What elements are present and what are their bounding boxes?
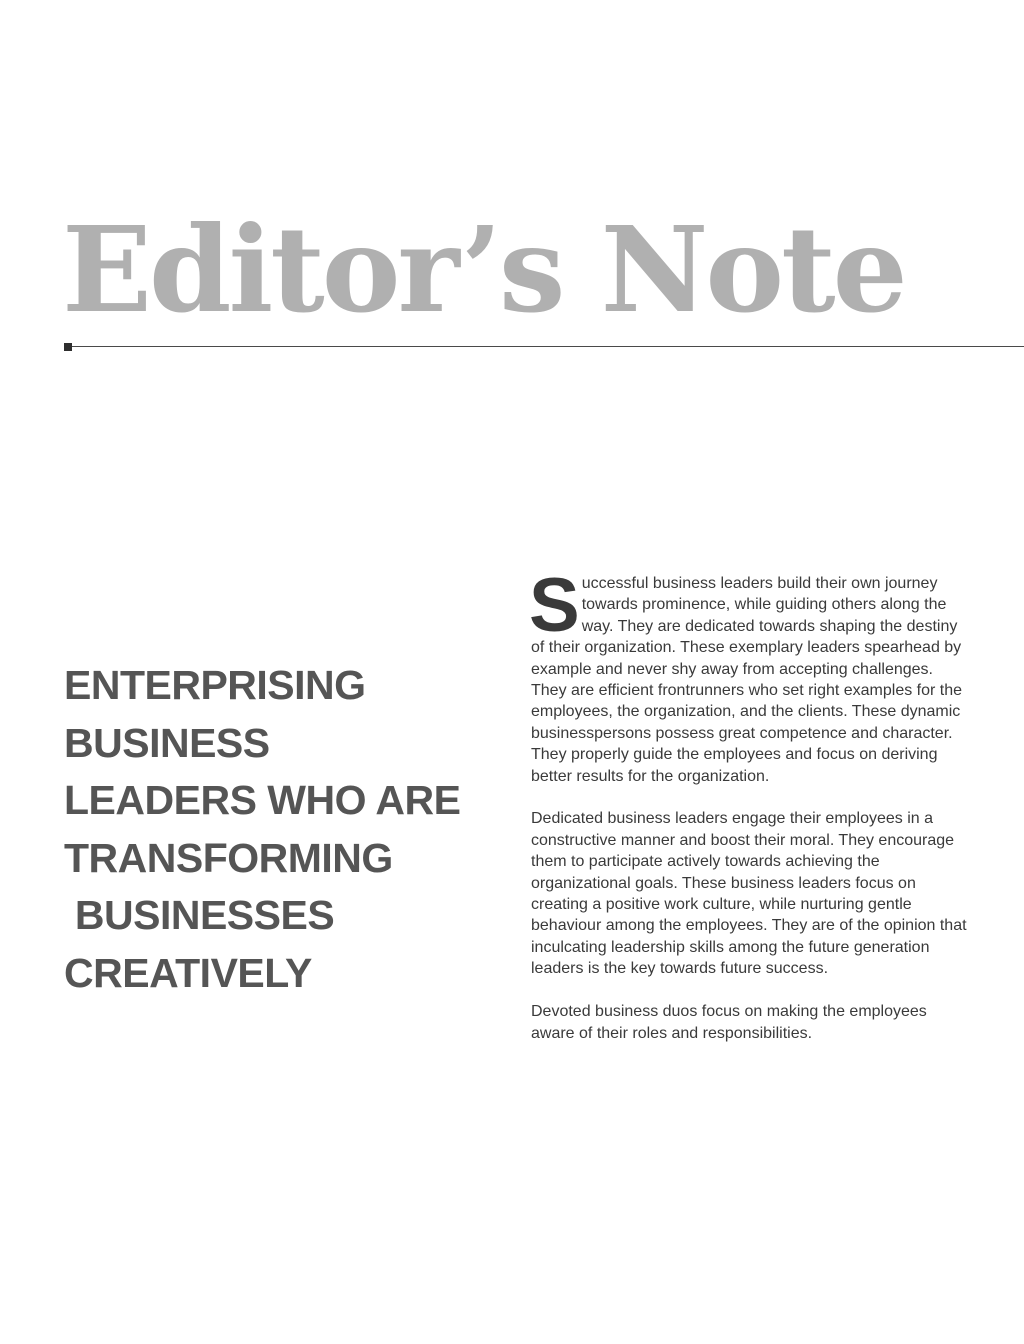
headline-line: TRANSFORMING [64, 834, 393, 881]
headline-line: LEADERS WHO ARE [64, 777, 461, 824]
headline-line: CREATIVELY [64, 949, 312, 996]
headline-line: ENTERPRISING [64, 662, 366, 708]
paragraph-1-text: uccessful business leaders build their own journey towards prominence, while guiding others along the way. They are dedicated towards shaping the destiny of their organization. These exemplary leaders spearhead by example and never shy away from accepting challenges. They are efficient frontrunners who set right examples for the employees, the organization, and the clients. These dynamic businesspersons possess great competence and character. They properly guide the employees and focus on deriving better results for the organization. [531, 575, 963, 785]
article-body [529, 563, 971, 1065]
rule-marker [64, 343, 72, 351]
headline [64, 657, 504, 1003]
article-paragraph-2: Dedicated business leaders engage their employees in a constructive manner and boost their moral. They encourage them to participate actively towards achieving the organizational goals. These business leaders focus on creating a positive work culture, while nurturing gentle behaviour among the employees. They are of the opinion that inculcating leadership skills among the future generation leaders is the key towards future success. [531, 810, 967, 978]
headline-line: BUSINESS [64, 719, 270, 766]
page-title: Editor’s Note [62, 200, 905, 339]
title-divider [72, 346, 1024, 347]
drop-cap: S [529, 563, 580, 648]
article-paragraph-1 [529, 563, 971, 787]
headline-line: BUSINESSES [64, 892, 335, 939]
article-paragraph-3: Devoted business duos focus on making the employees aware of their roles and responsibilities. [531, 1003, 927, 1042]
